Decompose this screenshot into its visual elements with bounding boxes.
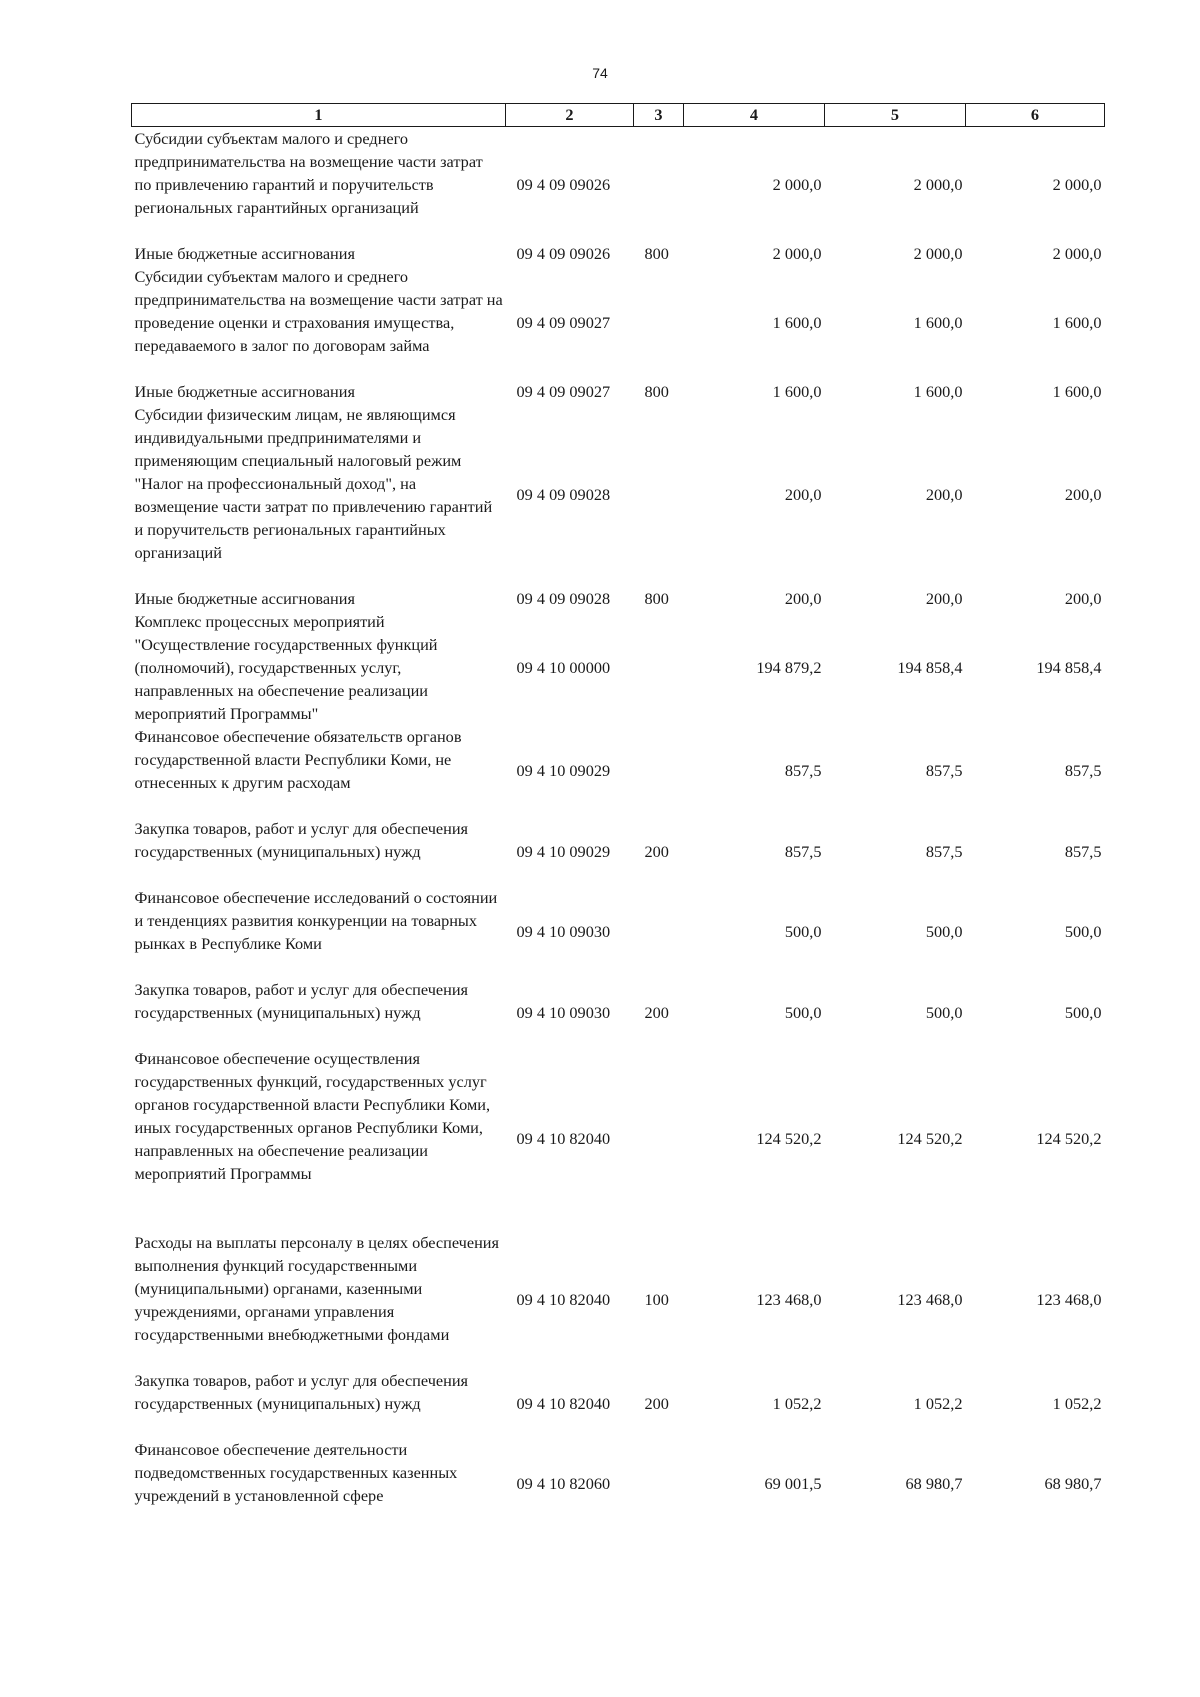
target-article-code: 09 4 09 09026 (516, 174, 611, 194)
item-name: Комплекс процессных мероприятий "Осуществление государственных функций (полномочий), государственных услуг, направленных на обеспечение реализации мероприятий Программы" (134, 611, 438, 723)
table-row (132, 587, 1105, 610)
amount-col-4: 500,0 (784, 1002, 822, 1022)
amount-col-6: 68 980,7 (1044, 1474, 1102, 1493)
amount-col-4: 2 000,0 (772, 243, 822, 263)
amount-col-6: 200,0 (1064, 485, 1102, 504)
target-article-code: 09 4 09 09028 (516, 485, 611, 504)
amount-col-6: 857,5 (1064, 841, 1102, 861)
expense-type-code: 200 (644, 1393, 669, 1413)
item-name: Иные бюджетные ассигнования (134, 381, 355, 401)
item-name: Закупка товаров, работ и услуг для обеспечения государственных (муниципальных) нужд (134, 818, 469, 861)
item-name: Закупка товаров, работ и услуг для обеспечения государственных (муниципальных) нужд (134, 979, 469, 1022)
table-row (132, 886, 1105, 978)
table-row (132, 1438, 1105, 1530)
expense-type-code (634, 886, 684, 978)
amount-col-6: 500,0 (1064, 922, 1102, 941)
table-row (132, 1231, 1105, 1369)
expense-type-code: 800 (644, 588, 669, 608)
amount-col-6: 123 468,0 (1036, 1290, 1102, 1309)
target-article-code: 09 4 09 09028 (516, 588, 611, 608)
target-article-code: 09 4 10 09030 (516, 1002, 611, 1022)
amount-col-4: 69 001,5 (764, 1474, 822, 1493)
item-name: Финансовое обеспечение осуществления государственных функций, государственных услуг органов государственной власти Республики Коми, иных государственных органов Республики Коми, направленных на обеспечение реализации мероприятий Программы (134, 1048, 491, 1183)
amount-col-4: 194 879,2 (756, 657, 822, 677)
amount-col-6: 2 000,0 (1052, 243, 1102, 263)
target-article-code: 09 4 09 09027 (516, 312, 611, 332)
amount-col-5: 124 520,2 (897, 1129, 963, 1148)
amount-col-4: 1 600,0 (772, 312, 822, 332)
column-header-5: 5 (825, 104, 966, 127)
amount-col-6: 200,0 (1064, 588, 1102, 608)
amount-col-4: 200,0 (784, 588, 822, 608)
amount-col-4: 123 468,0 (756, 1290, 822, 1309)
expense-type-code: 200 (644, 841, 669, 861)
table-row (132, 380, 1105, 403)
amount-col-5: 68 980,7 (905, 1474, 963, 1493)
expense-type-code: 100 (644, 1290, 669, 1309)
amount-col-4: 2 000,0 (772, 174, 822, 194)
amount-col-4: 500,0 (784, 922, 822, 941)
expense-type-code (634, 610, 684, 725)
amount-col-4: 857,5 (784, 761, 822, 780)
target-article-code: 09 4 10 09029 (516, 841, 611, 861)
table-row (132, 610, 1105, 725)
amount-col-6: 500,0 (1064, 1002, 1102, 1022)
target-article-code: 09 4 09 09027 (516, 381, 611, 401)
expense-type-code (634, 127, 684, 242)
target-article-code: 09 4 10 09030 (516, 922, 611, 941)
amount-col-5: 200,0 (925, 485, 963, 504)
amount-col-6: 2 000,0 (1052, 174, 1102, 194)
item-name: Финансовое обеспечение обязательств органов государственной власти Республики Коми, не отнесенных к другим расходам (134, 726, 462, 792)
amount-col-6: 1 600,0 (1052, 381, 1102, 401)
amount-col-5: 123 468,0 (897, 1290, 963, 1309)
column-header-1: 1 (132, 104, 506, 127)
amount-col-5: 1 600,0 (913, 312, 963, 332)
amount-col-5: 857,5 (925, 841, 963, 861)
item-name: Иные бюджетные ассигнования (134, 243, 355, 263)
expense-type-code (634, 1438, 684, 1530)
amount-col-4: 857,5 (784, 841, 822, 861)
item-name: Субсидии субъектам малого и среднего предпринимательства на возмещение части затрат по привлечению гарантий и поручительств региональных гарантийных организаций (134, 129, 483, 217)
table-row (132, 1369, 1105, 1438)
amount-col-5: 500,0 (925, 1002, 963, 1022)
table-row (132, 127, 1105, 242)
item-name: Расходы на выплаты персоналу в целях обеспечения выполнения функций государственными (муниципальными) органами, казенными учреждениями, органами управления государственными внебюджетными фондами (134, 1232, 499, 1344)
expense-type-code: 800 (644, 381, 669, 401)
item-name: Субсидии физическим лицам, не являющимся индивидуальными предпринимателями и применяющим специальный налоговый режим "Налог на профессиональный доход", на возмещение части затрат по привлечению гарантий и поручительств региональных гарантийных организаций (134, 404, 493, 562)
target-article-code: 09 4 10 82060 (516, 1474, 611, 1493)
target-article-code: 09 4 10 09029 (516, 761, 611, 780)
amount-col-4: 1 052,2 (772, 1393, 822, 1413)
expense-type-code: 200 (644, 1002, 669, 1022)
amount-col-5: 2 000,0 (913, 243, 963, 263)
table-row (132, 265, 1105, 380)
column-header-4: 4 (684, 104, 825, 127)
budget-table (131, 103, 1105, 1530)
item-name: Финансовое обеспечение деятельности подведомственных государственных казенных учреждений в установленной сфере (134, 1439, 458, 1505)
table-row (132, 817, 1105, 886)
amount-col-5: 1 600,0 (913, 381, 963, 401)
amount-col-4: 1 600,0 (772, 381, 822, 401)
expense-type-code (634, 403, 684, 587)
column-header-2: 2 (506, 104, 634, 127)
column-header-6: 6 (966, 104, 1105, 127)
expense-type-code (634, 265, 684, 380)
column-header-3: 3 (634, 104, 684, 127)
amount-col-6: 1 600,0 (1052, 312, 1102, 332)
amount-col-6: 124 520,2 (1036, 1129, 1102, 1148)
table-row (132, 1047, 1105, 1231)
expense-type-code: 800 (644, 243, 669, 263)
amount-col-5: 194 858,4 (897, 657, 963, 677)
expense-type-code (634, 1047, 684, 1231)
item-name: Финансовое обеспечение исследований о состоянии и тенденциях развития конкуренции на товарных рынках в Республике Коми (134, 887, 498, 953)
table-row (132, 242, 1105, 265)
amount-col-4: 200,0 (784, 485, 822, 504)
item-name: Субсидии субъектам малого и среднего предпринимательства на возмещение части затрат на проведение оценки и страхования имущества, передаваемого в залог по договорам займа (134, 266, 503, 355)
amount-col-5: 200,0 (925, 588, 963, 608)
amount-col-6: 857,5 (1064, 761, 1102, 780)
target-article-code: 09 4 10 82040 (516, 1393, 611, 1413)
table-row (132, 725, 1105, 817)
target-article-code: 09 4 10 00000 (516, 657, 611, 677)
amount-col-4: 124 520,2 (756, 1129, 822, 1148)
amount-col-5: 1 052,2 (913, 1393, 963, 1413)
expense-type-code (634, 725, 684, 817)
amount-col-5: 857,5 (925, 761, 963, 780)
amount-col-5: 2 000,0 (913, 174, 963, 194)
table-row (132, 403, 1105, 587)
page-number: 74 (592, 65, 608, 81)
item-name: Закупка товаров, работ и услуг для обеспечения государственных (муниципальных) нужд (134, 1370, 469, 1413)
target-article-code: 09 4 09 09026 (516, 243, 611, 263)
target-article-code: 09 4 10 82040 (516, 1129, 611, 1148)
target-article-code: 09 4 10 82040 (516, 1290, 611, 1309)
table-row (132, 978, 1105, 1047)
item-name: Иные бюджетные ассигнования (134, 588, 355, 608)
amount-col-5: 500,0 (925, 922, 963, 941)
amount-col-6: 194 858,4 (1036, 657, 1102, 677)
table-header-row (132, 104, 1105, 127)
amount-col-6: 1 052,2 (1052, 1393, 1102, 1413)
